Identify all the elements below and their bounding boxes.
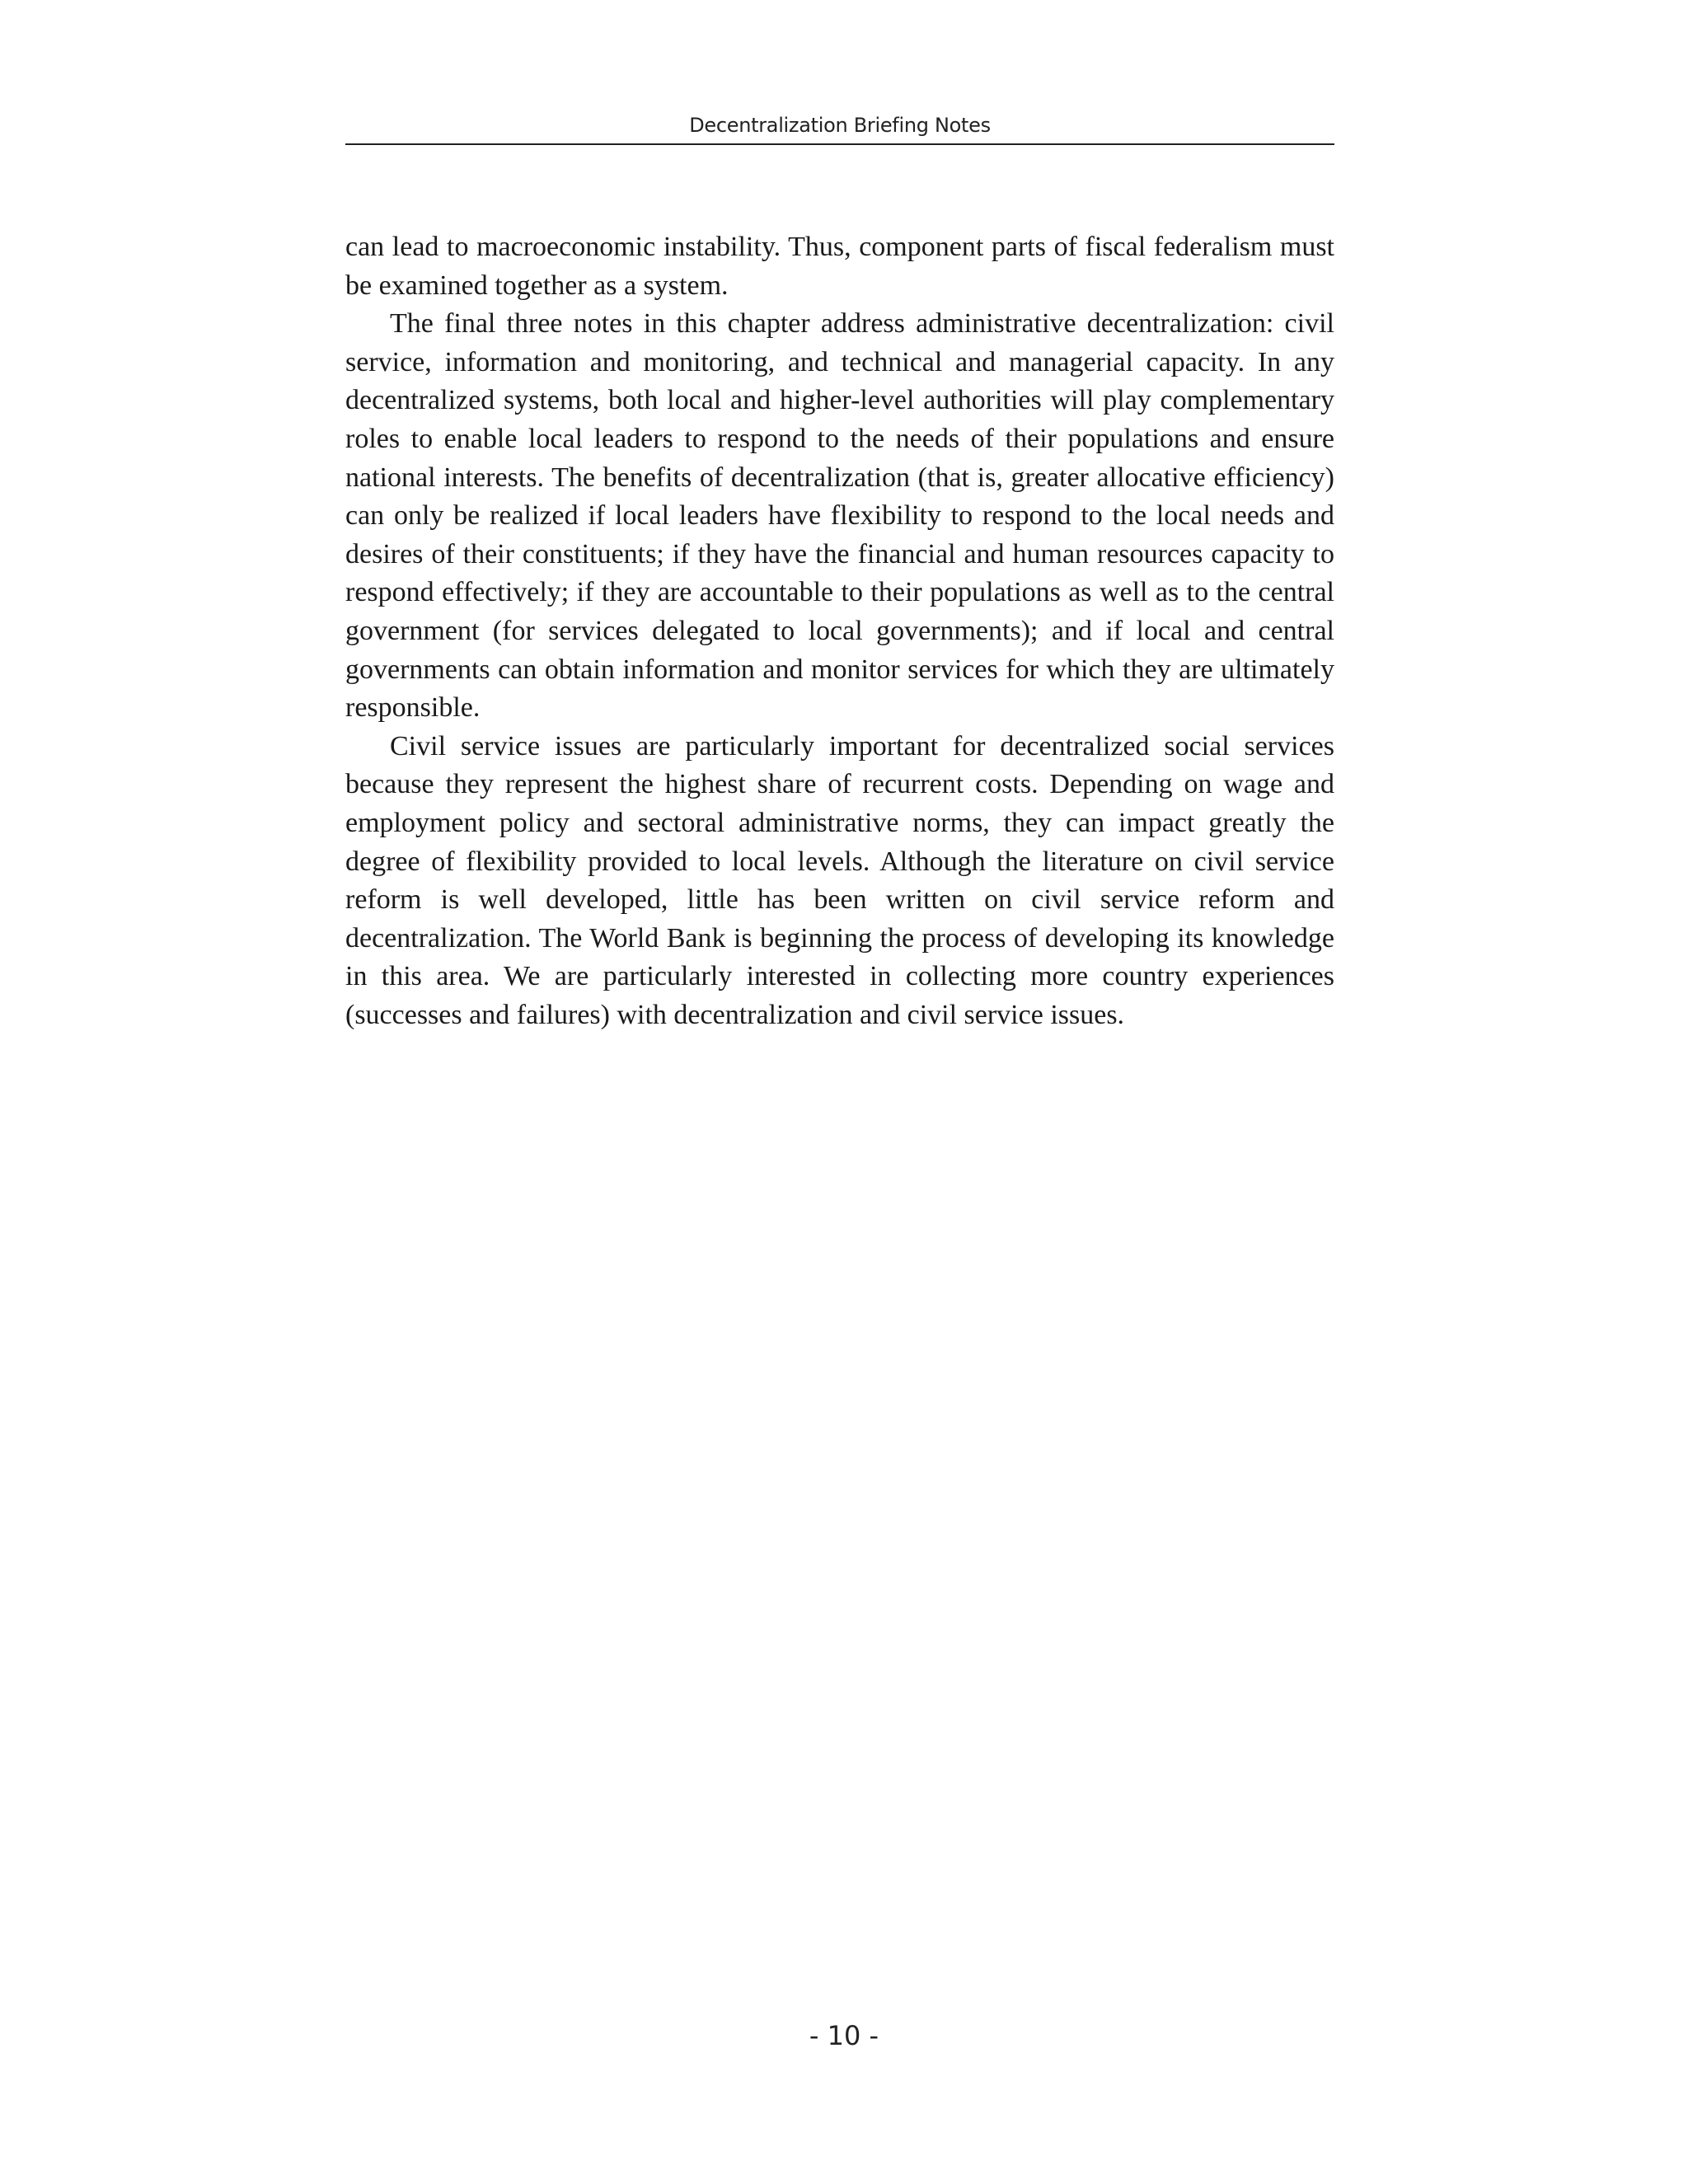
running-header: Decentralization Briefing Notes: [345, 109, 1334, 145]
body-text: [345, 228, 1334, 1034]
page-number: - 10 -: [809, 2020, 879, 2051]
paragraph-administrative-decentralization: The final three notes in this chapter address administrative decentralization: civil service, information and monitoring, and technical and managerial capacity. In any decentralized systems, both local and higher-level authorities will play complementary roles to enable local leaders to respond to the needs of their populations and ensure national interests. The benefits of decentralization (that is, greater allocative efficiency) can only be realized if local leaders have flexibility to respond to the local needs and desires of their constituents; if they have the financial and human resources capacity to respond effectively; if they are accountable to their populations as well as to the central government (for services delegated to local governments); and if local and central governments can obtain information and monitor services for which they are ultimately responsible.: [345, 308, 1334, 724]
paragraph-continuation: can lead to macroeconomic instability. Thus, component parts of fiscal federalism must be examined together as a system.: [345, 232, 1334, 301]
paragraph-civil-service: Civil service issues are particularly important for decentralized social services because they represent the highest share of recurrent costs. Depending on wage and employment policy and sectoral administrative norms, they can impact greatly the degree of flexibility provided to local levels. Although the literature on civil service reform is well developed, little has been written on civil service reform and decentralization. The World Bank is beginning the process of developing its knowledge in this area. We are particularly interested in collecting more country experiences (successes and failures) with decentralization and civil service issues.: [345, 730, 1334, 1030]
